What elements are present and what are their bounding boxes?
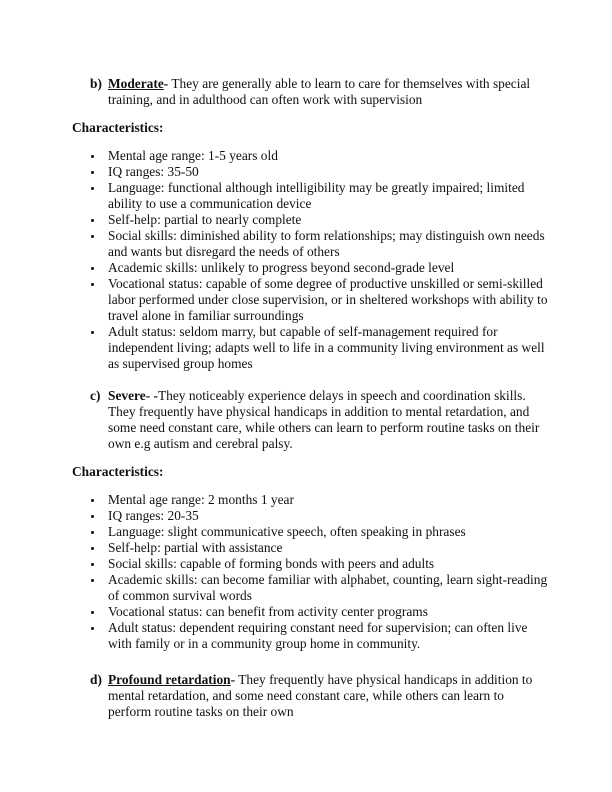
list-item [90,164,550,180]
list-item-text: Mental age range: 2 months 1 year [108,492,294,507]
section-body [108,388,550,452]
list-item [90,572,550,604]
list-item [90,180,550,212]
section-body [108,672,550,720]
list-item [90,260,550,276]
bullet-icon [91,187,94,190]
list-item-text: IQ ranges: 35-50 [108,164,199,179]
section-text: They are generally able to learn to care for themselves with special training, and in adulthood can often work with supervision [108,76,531,107]
list-item-text: Adult status: dependent requiring constant need for supervision; can often live with family or in a community group home in community. [108,620,528,651]
list-item [90,620,550,652]
list-marker: d) [90,672,102,687]
section-moderate [90,76,550,108]
list-item-text: Academic skills: can become familiar with alphabet, counting, learn sight-reading of common survival words [108,572,548,603]
severe-characteristics-list [90,492,550,652]
section-severe [90,388,550,452]
term-dash: - [163,76,169,91]
bullet-icon [91,531,94,534]
list-item-text: Language: slight communicative speech, often speaking in phrases [108,524,466,539]
list-item [90,212,550,228]
list-item [90,524,550,540]
list-item-text: Academic skills: unlikely to progress beyond second-grade level [108,260,455,275]
list-item-text: Social skills: capable of forming bonds with peers and adults [108,556,435,571]
term-profound: Profound retardation [108,672,231,687]
list-marker: b) [90,76,102,91]
list-item [90,228,550,260]
bullet-icon [91,267,94,270]
moderate-characteristics-list [90,148,550,372]
list-item-text: Vocational status: can benefit from activity center programs [108,604,428,619]
list-item-text: Adult status: seldom marry, but capable of self-management required for independent living; adapts well to life in a community living environment as well as supervised group homes [108,324,545,371]
bullet-icon [91,611,94,614]
list-item [90,276,550,324]
section-text: They noticeably experience delays in speech and coordination skills. They frequently have physical handicaps in addition to mental retardation, and some need constant care, while others can learn to perform routine tasks on their own e.g autism and cerebral palsy. [108,388,540,451]
list-item-text: Self-help: partial with assistance [108,540,283,555]
section-text: They frequently have physical handicaps in addition to mental retardation, and some need constant care, while others can learn to perform routine tasks on their own [108,672,533,719]
term-severe: Severe- - [108,388,158,403]
list-marker: c) [90,388,101,403]
list-item-text: Mental age range: 1-5 years old [108,148,278,163]
bullet-icon [91,563,94,566]
list-item [90,540,550,556]
characteristics-heading: Characteristics: [72,464,164,479]
term-dash: - [230,672,236,687]
bullet-icon [91,547,94,550]
section-body [108,76,550,108]
bullet-icon [91,155,94,158]
list-item [90,508,550,524]
bullet-icon [91,515,94,518]
list-item [90,492,550,508]
bullet-icon [91,283,94,286]
list-item-text: IQ ranges: 20-35 [108,508,199,523]
bullet-icon [91,331,94,334]
list-item-text: Language: functional although intelligibility may be greatly impaired; limited ability to use a communication device [108,180,525,211]
bullet-icon [91,579,94,582]
bullet-icon [91,171,94,174]
bullet-icon [91,627,94,630]
list-item [90,604,550,620]
list-item [90,324,550,372]
section-profound [90,672,550,720]
list-item-text: Self-help: partial to nearly complete [108,212,302,227]
bullet-icon [91,499,94,502]
term-moderate: Moderate [108,76,164,91]
list-item [90,148,550,164]
list-item [90,556,550,572]
bullet-icon [91,219,94,222]
characteristics-heading: Characteristics: [72,120,164,135]
bullet-icon [91,235,94,238]
list-item-text: Vocational status: capable of some degree of productive unskilled or semi-skilled labor performed under close supervision, or in sheltered workshops with ability to travel alone in familiar surroundings [108,276,548,323]
list-item-text: Social skills: diminished ability to form relationships; may distinguish own needs and wants but disregard the needs of others [108,228,545,259]
